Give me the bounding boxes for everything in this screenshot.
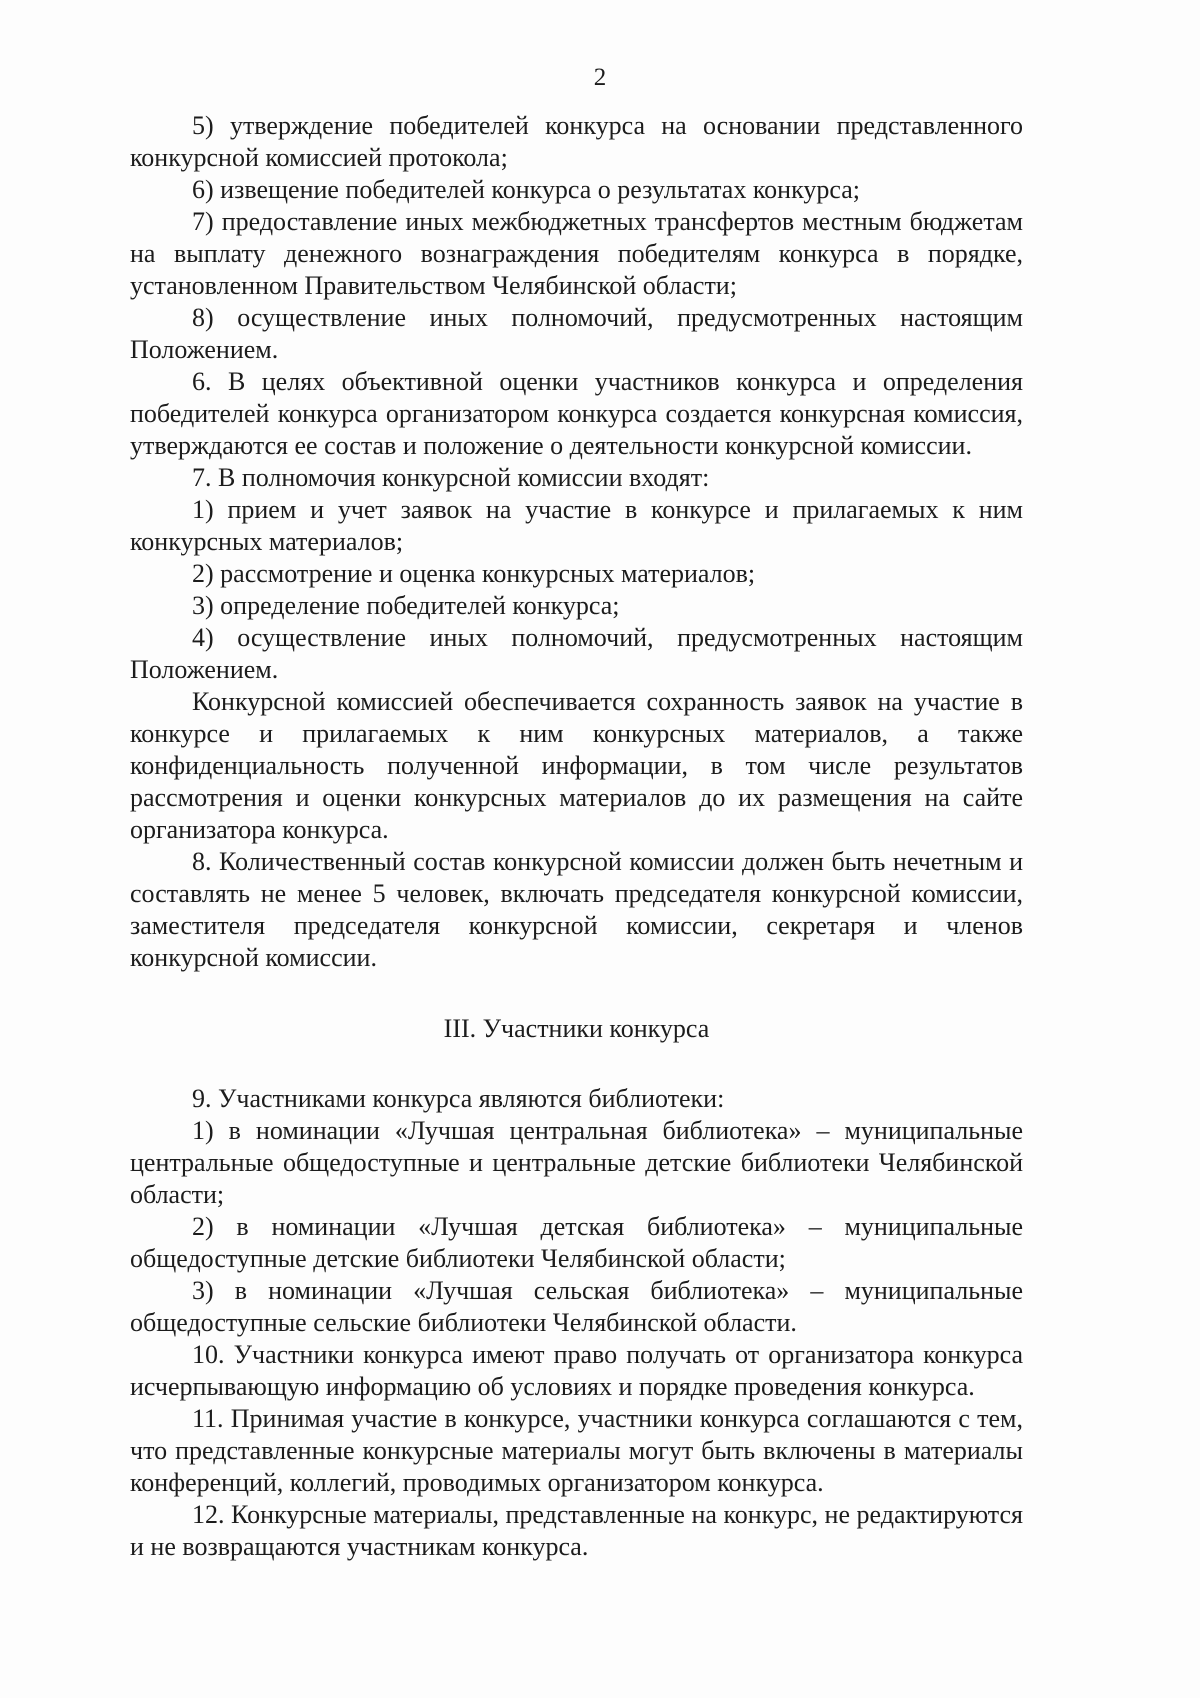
paragraph-7-commission-powers: 7. В полномочия конкурсной комиссии входят: — [192, 463, 710, 492]
paragraph-item-6-notification: 6) извещение победителей конкурса о результатах конкурса; — [192, 175, 860, 204]
paragraph-item-8-other-powers: 8) осуществление иных полномочий, предусмотренных настоящим Положением. — [130, 303, 1023, 364]
section-heading: III. Участники конкурса — [443, 1014, 710, 1043]
paragraph-nomination-central: 1) в номинации «Лучшая центральная библиотека» – муниципальные центральные общедоступные и центральные детские библиотеки Челябинской области; — [130, 1116, 1023, 1209]
paragraph-11-consent: 11. Принимая участие в конкурсе, участники конкурса соглашаются с тем, что представленные конкурсные материалы могут быть включены в материалы конференций, коллегий, проводимых организатором конкурса. — [130, 1404, 1023, 1497]
paragraph-power-2-review: 2) рассмотрение и оценка конкурсных материалов; — [192, 559, 756, 588]
paragraph-power-3-winners: 3) определение победителей конкурса; — [192, 591, 620, 620]
paragraph-power-1-receipt: 1) прием и учет заявок на участие в конкурсе и прилагаемых к ним конкурсных материалов; — [130, 495, 1023, 556]
paragraph-nomination-rural: 3) в номинации «Лучшая сельская библиотека» – муниципальные общедоступные сельские библиотеки Челябинской области. — [130, 1276, 1023, 1337]
paragraph-nomination-children: 2) в номинации «Лучшая детская библиотека» – муниципальные общедоступные детские библиотеки Челябинской области; — [130, 1212, 1023, 1273]
paragraph-12-materials: 12. Конкурсные материалы, представленные на конкурс, не редактируются и не возвращаются участникам конкурса. — [130, 1500, 1023, 1561]
page-number: 2 — [593, 64, 607, 91]
paragraph-confidentiality: Конкурсной комиссией обеспечивается сохранность заявок на участие в конкурсе и прилагаемых к ним конкурсных материалов, а также конфиденциальность полученной информации, в том числе результатов рассмотрения и оценки конкурсных материалов до их размещения на сайте организатора конкурса. — [130, 687, 1023, 844]
paragraph-9-participants: 9. Участниками конкурса являются библиотеки: — [192, 1084, 725, 1113]
document-body — [130, 110, 1023, 1563]
paragraph-8-composition: 8. Количественный состав конкурсной комиссии должен быть нечетным и составлять не менее 5 человек, включать председателя конкурсной комиссии, заместителя председателя конкурсной комиссии, секретаря и членов конкурсной комиссии. — [130, 847, 1023, 972]
paragraph-6-commission: 6. В целях объективной оценки участников конкурса и определения победителей конкурса организатором конкурса создается конкурсная комиссия, утверждаются ее состав и положение о деятельности конкурсной комиссии. — [130, 367, 1023, 460]
paragraph-item-5-approval: 5) утверждение победителей конкурса на основании представленного конкурсной комиссией протокола; — [130, 111, 1023, 172]
paragraph-power-4-other: 4) осуществление иных полномочий, предусмотренных настоящим Положением. — [130, 623, 1023, 684]
paragraph-10-rights: 10. Участники конкурса имеют право получать от организатора конкурса исчерпывающую информацию об условиях и порядке проведения конкурса. — [130, 1340, 1023, 1401]
paragraph-item-7-transfers: 7) предоставление иных межбюджетных трансфертов местным бюджетам на выплату денежного вознаграждения победителям конкурса в порядке, установленном Правительством Челябинской области; — [130, 207, 1023, 300]
